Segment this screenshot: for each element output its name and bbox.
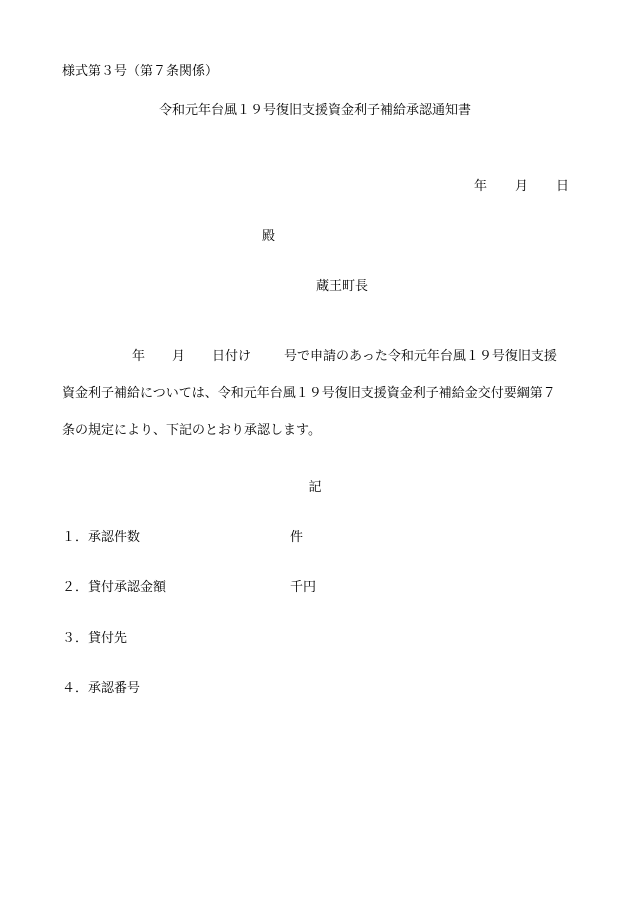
item-1-unit: 件 [290,530,304,545]
item-4-label: ４．承認番号 [62,681,141,696]
date-month: 月 [515,179,529,194]
item-2-unit: 千円 [290,580,317,595]
date-day: 日 [556,179,570,194]
ki-heading: 記 [308,480,322,495]
body-number-text: 号で申請のあった令和元年台風１９号復旧支援 [284,349,557,364]
date-year: 年 [474,179,488,194]
body-day-ref: 日付け [212,349,252,364]
addressee: 殿 [262,229,276,244]
sender: 蔵王町長 [316,279,369,294]
form-number: 様式第３号（第７条関係） [62,64,219,79]
document-title: 令和元年台風１９号復旧支援資金利子補給承認通知書 [158,103,471,118]
body-year: 年 [132,349,146,364]
body-line-2: 資金利子補給については、令和元年台風１９号復旧支援資金利子補給金交付要綱第７ [62,386,556,401]
item-3-label: ３．貸付先 [62,631,128,646]
body-month: 月 [172,349,186,364]
item-2-label: ２．貸付承認金額 [62,580,167,595]
body-line-3: 条の規定により、下記のとおり承認します。 [62,423,321,438]
item-1-label: １．承認件数 [62,530,141,545]
